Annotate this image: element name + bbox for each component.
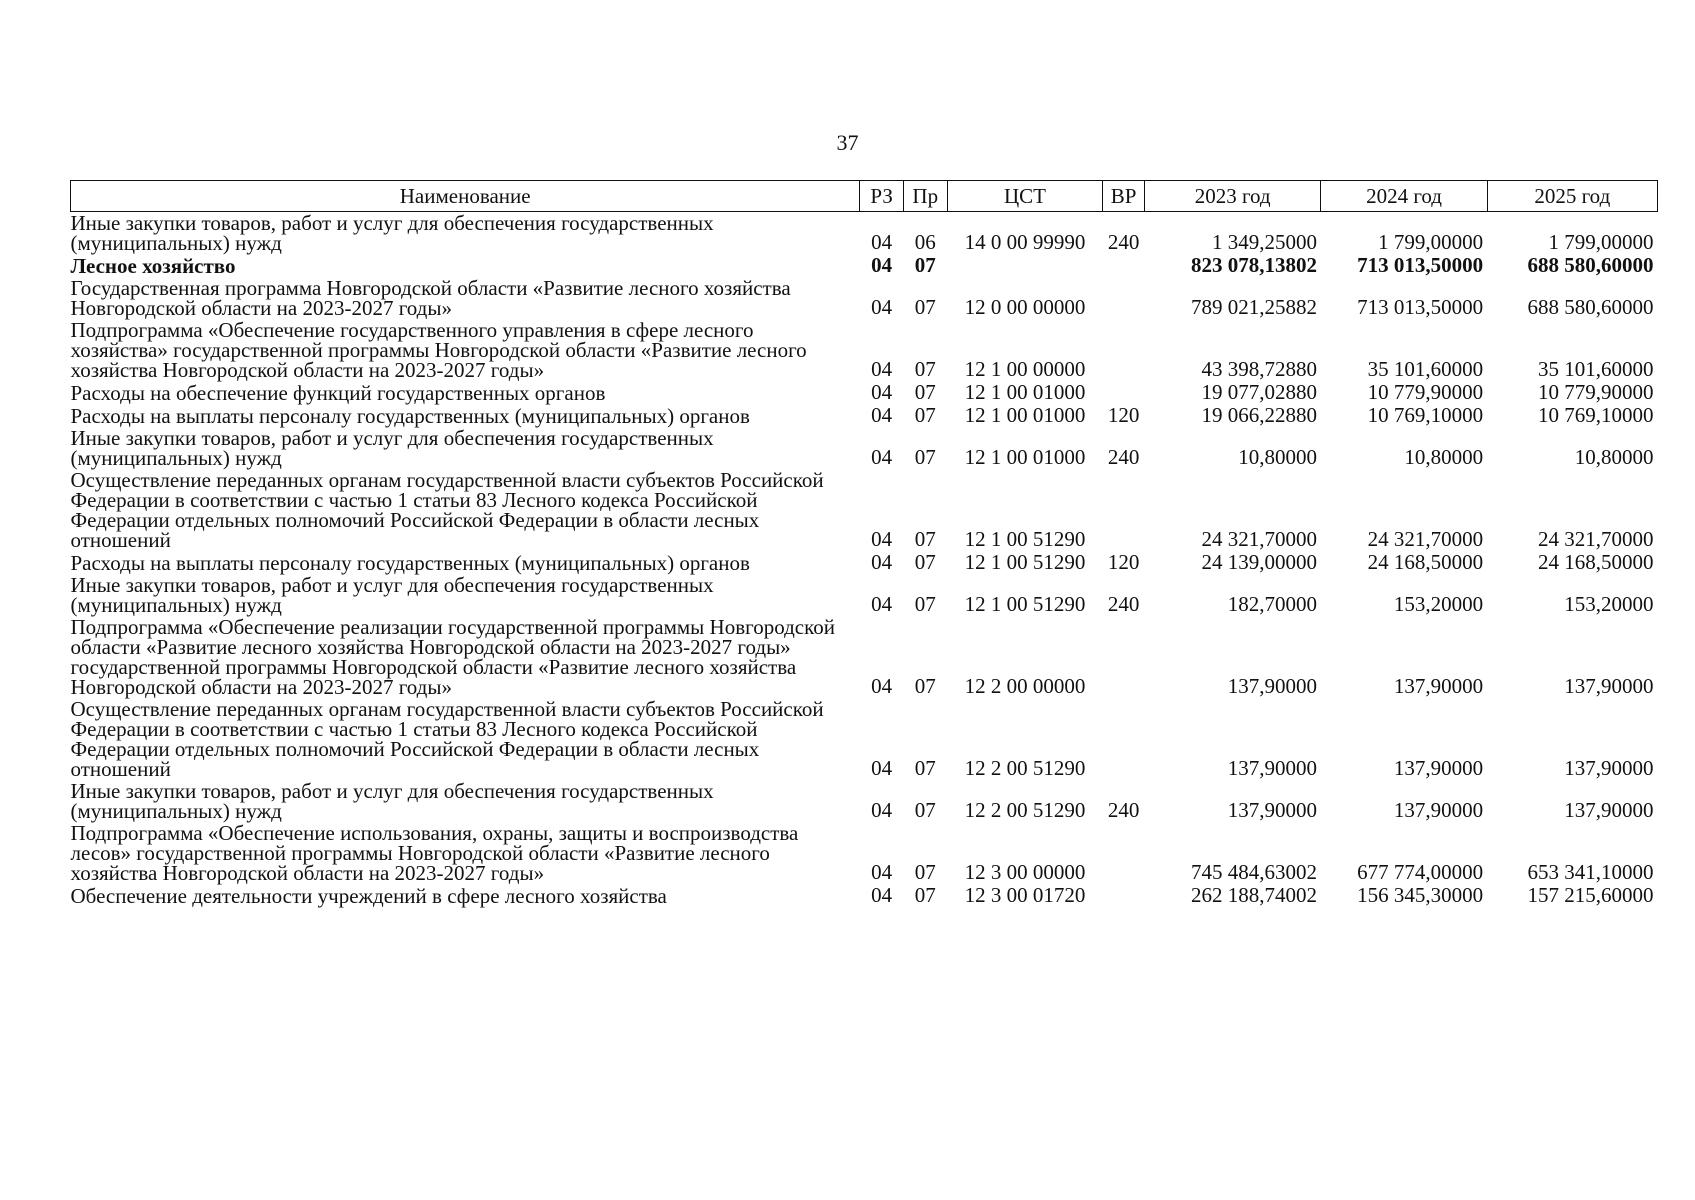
row-2025: 10 779,90000: [1538, 380, 1654, 404]
row-2023: 262 188,74002: [1190, 883, 1317, 907]
row-2023: 137,90000: [1227, 674, 1317, 698]
row-cst: 14 0 00 99990: [964, 230, 1086, 254]
row-2024: 156 345,30000: [1357, 883, 1484, 907]
row-2023: 745 484,63002: [1190, 860, 1317, 884]
header-2024: 2024 год: [1321, 181, 1487, 212]
row-cst: 12 1 00 01000: [964, 403, 1086, 427]
row-cst: 12 3 00 00000: [964, 860, 1086, 884]
row-rz: 04: [871, 403, 893, 427]
row-cst: 12 0 00 00000: [964, 295, 1086, 319]
table-row: [71, 469, 1658, 551]
row-pr: 07: [914, 674, 936, 698]
row-rz: 04: [871, 883, 893, 907]
row-pr: 07: [914, 527, 936, 551]
table-row: [71, 277, 1658, 319]
row-2023: 19 066,22880: [1201, 403, 1317, 427]
header-pr: Пр: [903, 181, 947, 212]
row-cst: 12 1 00 01000: [964, 445, 1086, 469]
row-pr: 07: [914, 592, 936, 616]
row-2024: 713 013,50000: [1357, 253, 1484, 277]
header-cst: ЦСТ: [947, 181, 1103, 212]
row-2024: 24 321,70000: [1367, 527, 1484, 551]
row-pr: 07: [914, 253, 936, 277]
row-2025: 24 168,50000: [1538, 550, 1654, 574]
row-pr: 07: [914, 550, 936, 574]
row-cst: 12 1 00 51290: [964, 592, 1086, 616]
table-row: [71, 319, 1658, 381]
row-2024: 10,80000: [1404, 445, 1484, 469]
row-name: Иные закупки товаров, работ и услуг для обеспечения государственных (муниципальных) нужд: [70, 211, 714, 255]
row-cst: 12 3 00 01720: [964, 883, 1086, 907]
row-pr: 07: [914, 756, 936, 780]
row-vr: [1103, 277, 1145, 319]
row-name: Расходы на обеспечение функций государственных органов: [70, 381, 606, 405]
row-2025: 35 101,60000: [1538, 357, 1654, 381]
row-2025: 653 341,10000: [1527, 860, 1654, 884]
row-cst: 12 1 00 01000: [964, 380, 1086, 404]
row-vr: [1103, 822, 1145, 884]
row-rz: 04: [871, 295, 893, 319]
row-2025: 688 580,60000: [1527, 253, 1654, 277]
row-2023: 789 021,25882: [1190, 295, 1317, 319]
row-2023: 823 078,13802: [1190, 253, 1317, 277]
row-rz: 04: [871, 674, 893, 698]
table-row: [71, 822, 1658, 884]
row-pr: 07: [914, 445, 936, 469]
row-name: Подпрограмма «Обеспечение государственного управления в сфере лесного хозяйства» государственной программы Новгородской области «Развитие лесного хозяйства Новгородской области на 2023-2027 годы»: [70, 318, 807, 382]
row-name: Расходы на выплаты персоналу государственных (муниципальных) органов: [70, 551, 750, 575]
header-2025: 2025 год: [1487, 181, 1657, 212]
row-rz: 04: [871, 756, 893, 780]
row-rz: 04: [871, 230, 893, 254]
row-vr: 240: [1107, 592, 1140, 616]
table-row: [71, 427, 1658, 469]
table-row: [71, 381, 1658, 404]
table-row: [71, 884, 1658, 907]
row-2025: 1 799,00000: [1548, 230, 1654, 254]
row-2025: 688 580,60000: [1527, 295, 1654, 319]
row-2024: 677 774,00000: [1357, 860, 1484, 884]
row-rz: 04: [871, 860, 893, 884]
row-2023: 137,90000: [1227, 798, 1317, 822]
row-cst: [947, 254, 1103, 277]
row-2023: 19 077,02880: [1201, 380, 1317, 404]
row-name: Иные закупки товаров, работ и услуг для обеспечения государственных (муниципальных) нужд: [70, 779, 714, 823]
row-vr: [1103, 469, 1145, 551]
row-rz: 04: [871, 798, 893, 822]
table-row: [71, 698, 1658, 780]
table-header: [71, 181, 1658, 212]
table-row: [71, 616, 1658, 698]
table-row: [71, 551, 1658, 574]
row-2024: 35 101,60000: [1367, 357, 1484, 381]
row-2023: 24 139,00000: [1201, 550, 1317, 574]
row-rz: 04: [871, 527, 893, 551]
row-2024: 1 799,00000: [1378, 230, 1484, 254]
row-pr: 07: [914, 860, 936, 884]
row-vr: 240: [1107, 798, 1140, 822]
row-vr: [1103, 616, 1145, 698]
row-2025: 137,90000: [1564, 756, 1654, 780]
row-name: Лесное хозяйство: [70, 254, 236, 278]
row-name: Осуществление переданных органам государственной власти субъектов Российской Федерации в соответствии с частью 1 статьи 83 Лесного кодекса Российской Федерации отдельных полномочий Российской Федерации в области лесных отношений: [70, 468, 824, 552]
header-2023: 2023 год: [1144, 181, 1321, 212]
table-row: [71, 574, 1658, 616]
row-2024: 137,90000: [1393, 798, 1484, 822]
row-pr: 07: [914, 357, 936, 381]
row-vr: 240: [1107, 445, 1140, 469]
row-cst: 12 1 00 51290: [964, 527, 1086, 551]
row-name: Подпрограмма «Обеспечение использования, охраны, защиты и воспроизводства лесов» государственной программы Новгородской области «Развитие лесного хозяйства Новгородской области на 2023-2027 годы»: [70, 821, 799, 885]
row-2023: 137,90000: [1227, 756, 1317, 780]
row-cst: 12 1 00 51290: [964, 550, 1086, 574]
table-body: [71, 212, 1658, 908]
row-pr: 07: [914, 295, 936, 319]
row-pr: 06: [914, 230, 936, 254]
table-row: [71, 254, 1658, 277]
row-2025: 153,20000: [1564, 592, 1654, 616]
row-vr: [1103, 254, 1145, 277]
row-2024: 153,20000: [1393, 592, 1484, 616]
row-vr: 240: [1107, 230, 1140, 254]
row-rz: 04: [871, 445, 893, 469]
row-pr: 07: [914, 403, 936, 427]
row-2024: 10 779,90000: [1367, 380, 1484, 404]
row-2025: 10,80000: [1574, 445, 1654, 469]
row-vr: [1103, 698, 1145, 780]
budget-table: [70, 180, 1658, 907]
header-rz: РЗ: [860, 181, 904, 212]
row-cst: 12 2 00 00000: [964, 674, 1086, 698]
row-cst: 12 2 00 51290: [964, 756, 1086, 780]
row-vr: [1103, 319, 1145, 381]
row-2025: 137,90000: [1564, 674, 1654, 698]
row-2024: 24 168,50000: [1367, 550, 1484, 574]
row-2025: 24 321,70000: [1538, 527, 1654, 551]
row-2023: 24 321,70000: [1201, 527, 1317, 551]
row-vr: 120: [1107, 550, 1140, 574]
row-pr: 07: [914, 883, 936, 907]
row-name: Иные закупки товаров, работ и услуг для обеспечения государственных (муниципальных) нужд: [70, 426, 714, 470]
row-2023: 182,70000: [1227, 592, 1317, 616]
row-2023: 1 349,25000: [1211, 230, 1317, 254]
row-2024: 713 013,50000: [1357, 295, 1484, 319]
row-name: Подпрограмма «Обеспечение реализации государственной программы Новгородской области «Развитие лесного хозяйства Новгородской области на 2023-2027 годы» государственной программы Новгородской области «Развитие лесного хозяйства Новгородской области на 2023-2027 годы»: [70, 615, 835, 699]
row-vr: [1103, 884, 1145, 907]
row-name: Государственная программа Новгородской области «Развитие лесного хозяйства Новгородской области на 2023-2027 годы»: [70, 276, 791, 320]
row-2025: 10 769,10000: [1538, 403, 1654, 427]
row-rz: 04: [871, 592, 893, 616]
row-2025: 157 215,60000: [1527, 883, 1654, 907]
table-row: [71, 404, 1658, 427]
row-2024: 137,90000: [1393, 756, 1484, 780]
row-name: Осуществление переданных органам государственной власти субъектов Российской Федерации в соответствии с частью 1 статьи 83 Лесного кодекса Российской Федерации отдельных полномочий Российской Федерации в области лесных отношений: [70, 697, 824, 781]
row-2023: 43 398,72880: [1201, 357, 1317, 381]
row-rz: 04: [871, 550, 893, 574]
row-name: Расходы на выплаты персоналу государственных (муниципальных) органов: [70, 404, 750, 428]
row-2024: 10 769,10000: [1367, 403, 1484, 427]
row-name: Иные закупки товаров, работ и услуг для обеспечения государственных (муниципальных) нужд: [70, 573, 714, 617]
row-2024: 137,90000: [1393, 674, 1484, 698]
row-rz: 04: [871, 380, 893, 404]
header-vr: ВР: [1103, 181, 1145, 212]
row-pr: 07: [914, 380, 936, 404]
row-vr: 120: [1107, 403, 1140, 427]
table-row: [71, 212, 1658, 255]
row-rz: 04: [871, 357, 893, 381]
table-row: [71, 780, 1658, 822]
row-pr: 07: [914, 798, 936, 822]
row-rz: 04: [871, 253, 893, 277]
page-number: 37: [836, 130, 859, 155]
row-2023: 10,80000: [1238, 445, 1317, 469]
row-2025: 137,90000: [1564, 798, 1654, 822]
row-cst: 12 2 00 51290: [964, 798, 1086, 822]
row-vr: [1103, 381, 1145, 404]
row-cst: 12 1 00 00000: [964, 357, 1086, 381]
header-name: Наименование: [71, 181, 860, 212]
row-name: Обеспечение деятельности учреждений в сфере лесного хозяйства: [70, 884, 667, 908]
